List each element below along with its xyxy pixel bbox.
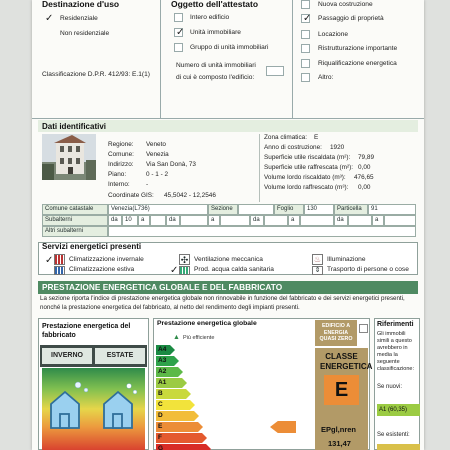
vol-raff-label: Volume lordo raffrescato (m³): [264, 184, 349, 191]
divider-vertical [259, 134, 260, 202]
service-trasporto: Trasporto di persone o cose [327, 266, 409, 273]
energy-class-a3: A3 [156, 356, 174, 366]
ep-value: 131,47 [328, 439, 351, 448]
checkbox-altro[interactable] [301, 73, 310, 82]
energy-class-a2: A2 [156, 367, 178, 377]
divider-horizontal [32, 118, 424, 119]
check-mark-icon: ✓ [170, 265, 179, 276]
catasto-particella-label: Particella [334, 204, 368, 215]
option-locazione[interactable]: Locazione [318, 31, 349, 38]
option-intero-edificio[interactable]: Intero edificio [190, 14, 230, 21]
destinazione-title: Destinazione d'uso [42, 0, 120, 9]
oggetto-title: Oggetto dell'attestato [171, 0, 259, 9]
service-climatizzazione-estiva: Climatizzazione estiva [69, 266, 135, 273]
energy-class-d: D [156, 411, 194, 421]
regione-value: Veneto [146, 141, 166, 148]
catasto-sezione-value [238, 204, 274, 215]
classificazione-text: Classificazione D.P.R. 412/93: E.1(1) [42, 71, 150, 78]
gis-label: Coordinate GIS: [108, 192, 154, 199]
sup-raff-label: Superficie utile raffrescata (m²): [264, 164, 354, 171]
riferimenti-title: Riferimenti [377, 321, 414, 328]
energy-class-a1: A1 [156, 378, 182, 388]
catasto-foglio-value: 130 [304, 204, 334, 215]
globale-title: Prestazione energetica globale [157, 320, 257, 327]
altri-subalterni-value [108, 226, 416, 237]
option-altro[interactable]: Altro: [318, 74, 334, 81]
heating-icon [54, 254, 65, 265]
checkbox-riqualificazione[interactable] [301, 59, 310, 68]
regione-label: Regione: [108, 141, 134, 148]
zona-value: E [314, 134, 319, 141]
gis-value: 45,5042 - 12,2546 [164, 192, 216, 199]
document-page [32, 0, 424, 450]
anno-value: 1920 [330, 144, 345, 151]
checkbox-locazione[interactable] [301, 30, 310, 39]
hot-water-icon [179, 266, 190, 275]
divider-vertical [292, 0, 293, 118]
prestazione-desc: La sezione riporta l'indice di prestazione energetica globale non rinnovabile in funzione del fabbricato e dei servizi energetici presenti, nonché la prestazione energetica del fabbricato, al netto del rendimento degli impianti presenti. [40, 295, 405, 311]
sup-risc-label: Superficie utile riscaldata (m²): [264, 154, 351, 161]
estate-tab: ESTATE [95, 348, 145, 364]
dati-title: Dati identificativi [42, 122, 107, 131]
option-residenziale[interactable]: Residenziale [60, 15, 98, 22]
esistenti-value-bar [377, 444, 420, 450]
energy-class-f: F [156, 433, 202, 443]
sup-raff-value: 0,00 [358, 164, 371, 171]
energy-class-e: E [156, 422, 198, 432]
sub-a-label: a [208, 215, 220, 226]
sub-a-value [384, 215, 416, 226]
energy-class-a4: A4 [156, 345, 170, 355]
sub-da-label: da [334, 215, 348, 226]
interno-label: Interno: [108, 181, 130, 188]
catasto-comune-value: Venezia(L736) [108, 204, 208, 215]
sup-risc-value: 79,89 [358, 154, 374, 161]
quality-gradient [42, 368, 145, 450]
classe-energetica-value: E [324, 375, 359, 405]
nzeb-checkbox[interactable] [359, 324, 368, 333]
service-climatizzazione-invernale: Climatizzazione invernale [69, 256, 144, 263]
catasto-comune-label: Comune catastale [42, 204, 108, 215]
check-mark-icon: ✓ [45, 255, 54, 266]
sub-a-value [150, 215, 166, 226]
sub-da-label: da [250, 215, 264, 226]
option-non-residenziale[interactable]: Non residenziale [60, 30, 110, 37]
composto-label: di cui è composto l'edificio: [176, 74, 255, 81]
zona-label: Zona climatica: [264, 134, 307, 141]
sub-da-value [348, 215, 372, 226]
option-ristrutturazione[interactable]: Ristrutturazione importante [318, 45, 398, 52]
option-nuova-costruzione[interactable]: Nuova costruzione [318, 1, 373, 8]
piano-value: 0 - 1 - 2 [146, 171, 169, 178]
building-photo [42, 134, 96, 180]
num-unita-field[interactable] [266, 66, 284, 76]
riferimenti-desc: Gli immobili simili a questo avrebbero in media la seguente classificazione: [377, 331, 414, 372]
checkbox-nuova-costruzione[interactable] [301, 0, 310, 9]
energy-class-c: C [156, 400, 190, 410]
checkbox-ristrutturazione[interactable] [301, 44, 310, 53]
ep-label: EPgl,nren [321, 425, 357, 434]
checkbox-intero[interactable] [174, 13, 183, 22]
transport-icon: ⇕ [312, 266, 323, 275]
option-unita-immobiliare[interactable]: Unità immobiliare [190, 29, 241, 36]
altri-subalterni-label: Altri subalterni [42, 226, 108, 237]
catasto-particella-value: 91 [368, 204, 416, 215]
catasto-foglio-label: Foglio [274, 204, 304, 215]
anno-label: Anno di costruzione: [264, 144, 322, 151]
fabbricato-title: Prestazione energetica del fabbricato [42, 323, 131, 339]
check-mark-icon: ✓ [303, 13, 312, 24]
cooling-icon [54, 266, 65, 275]
energy-class-g: G [156, 444, 206, 450]
esistenti-label: Se esistenti: [377, 432, 410, 438]
vol-risc-label: Volume lordo riscaldato (m³): [264, 174, 346, 181]
service-ventilazione-meccanica: Ventilazione meccanica [194, 256, 263, 263]
service-acqua-calda: Prod. acqua calda sanitaria [194, 266, 274, 273]
service-illuminazione: Illuminazione [327, 256, 366, 263]
interno-value: - [146, 181, 149, 188]
sub-a-label: a [138, 215, 150, 226]
inverno-tab: INVERNO [42, 348, 92, 364]
nuovi-label: Se nuovi: [377, 384, 403, 390]
vol-raff-value: 0,00 [358, 184, 371, 191]
nuovi-value: A1 (60,35) [377, 404, 420, 416]
option-passaggio[interactable]: Passaggio di proprietà [318, 15, 384, 22]
energy-class-b: B [156, 389, 186, 399]
nzeb-box: EDIFICIO A ENERGIA QUASI ZERO [315, 320, 357, 346]
lighting-icon: ♨ [313, 255, 322, 264]
sub-da-value: 10 [122, 215, 138, 226]
servizi-title: Servizi energetici presenti [42, 242, 142, 251]
piano-label: Piano: [108, 171, 127, 178]
comune-label: Comune: [108, 151, 134, 158]
checkbox-gruppo[interactable] [174, 43, 183, 52]
sub-a-label: a [372, 215, 384, 226]
divider-vertical [160, 0, 161, 118]
sub-a-value [220, 215, 250, 226]
check-mark-icon: ✓ [45, 13, 54, 24]
indirizzo-label: Indirizzo: [108, 161, 134, 168]
subalterni-label: Subalterni [42, 215, 108, 226]
check-mark-icon: ✓ [176, 27, 185, 38]
sub-a-label: a [288, 215, 300, 226]
piu-efficiente-label: Più efficiente [183, 335, 215, 341]
classe-energetica-label: CLASSE ENERGETICA [320, 352, 373, 371]
sub-da-label: da [108, 215, 122, 226]
option-riqualificazione[interactable]: Riqualificazione energetica [318, 60, 397, 67]
sub-da-value [264, 215, 288, 226]
sub-da-value [180, 215, 208, 226]
efficiency-arrow-icon: ▲ [173, 334, 180, 341]
num-unita-label: Numero di unità immobiliari [176, 62, 256, 69]
ventilation-icon: ✣ [180, 255, 189, 265]
sub-da-label: da [166, 215, 180, 226]
indirizzo-value: Via San Donà, 73 [146, 161, 196, 168]
comune-value: Venezia [146, 151, 169, 158]
catasto-sezione-label: Sezione [208, 204, 238, 215]
sub-a-value [300, 215, 334, 226]
option-gruppo[interactable]: Gruppo di unità immobiliari [190, 44, 269, 51]
prestazione-header: PRESTAZIONE ENERGETICA GLOBALE E DEL FABBRICATO [38, 281, 418, 294]
vol-risc-value: 476,65 [354, 174, 374, 181]
